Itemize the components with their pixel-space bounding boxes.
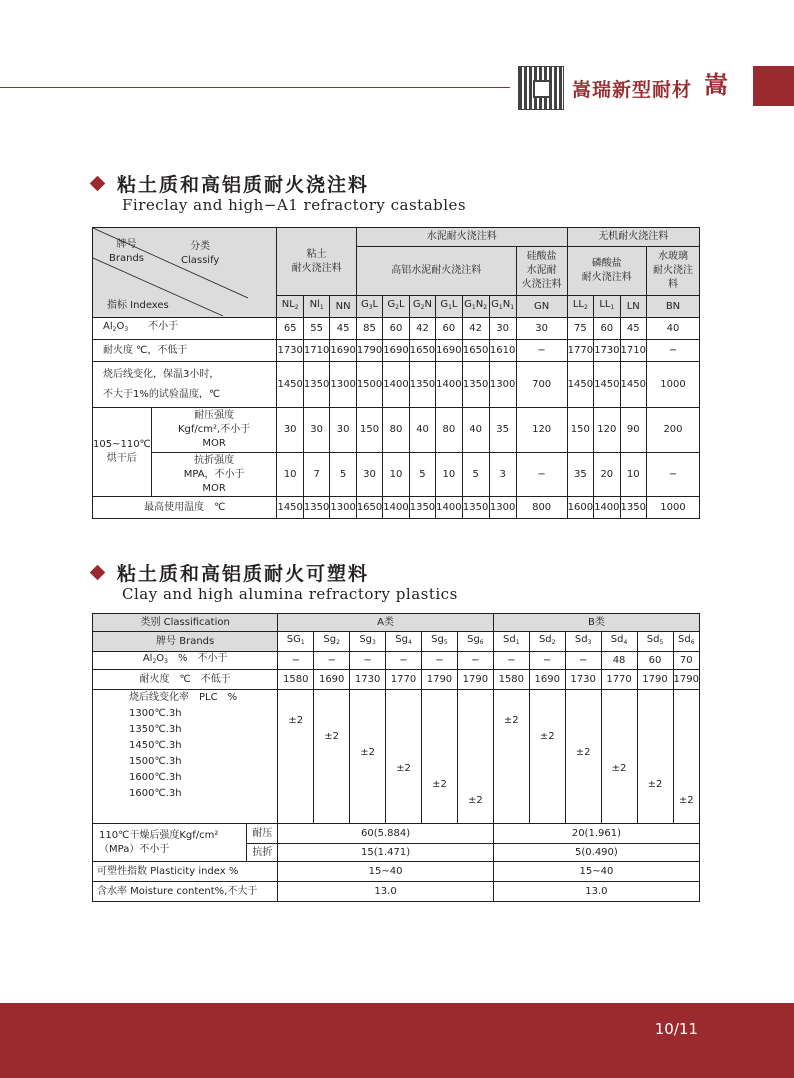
value-cell: 60	[637, 652, 673, 670]
brand-code: $NL_2$	[277, 296, 303, 318]
value-cell: 30	[489, 318, 516, 340]
row-flexural: 抗折强度 MPA，不小于 MOR 10 7 5 30 10 5 10 5 3 − 35 20 10 −	[93, 453, 700, 497]
value-cell: 1690	[529, 670, 565, 690]
value-cell: −	[493, 652, 529, 670]
value-cell: 1400	[436, 497, 462, 519]
value-cell: 30	[277, 408, 303, 453]
value-cell: 1690	[314, 670, 350, 690]
value-cell: 1710	[303, 340, 329, 362]
value-cell: 60	[383, 318, 409, 340]
value-cell: 40	[646, 318, 699, 340]
value-cell: 5	[330, 453, 356, 497]
value-cell: 10	[277, 453, 303, 497]
value-cell: 3	[489, 453, 516, 497]
value-cell: 1770	[386, 670, 422, 690]
shrink-value: ±2	[396, 763, 411, 774]
value-cell: 30	[330, 408, 356, 453]
row-plasticity: 可塑性指数 Plasticity index % 15~40 15~40	[93, 862, 700, 882]
value-cell: 1730	[594, 340, 620, 362]
value-cell: −	[646, 453, 699, 497]
high-al-cement-header: 高铝水泥耐火浇注料	[356, 247, 516, 296]
value-cell: 1450	[567, 362, 593, 408]
value-cell: 55	[303, 318, 329, 340]
brand-code: $G_1N_2$	[462, 296, 489, 318]
value-cell: 10	[383, 453, 409, 497]
header-diagonal-cell: 牌号 Brands 分类 Classify 指标 Indexes	[93, 228, 277, 318]
brand-code: NN	[330, 296, 356, 318]
value-cell: 1730	[565, 670, 601, 690]
value-cell: 30	[356, 453, 382, 497]
shrink-cell	[637, 690, 673, 824]
shrink-cell	[493, 690, 529, 824]
value-cell: 1400	[383, 497, 409, 519]
page-number: 10/11	[654, 1020, 698, 1038]
value-cell: 1730	[350, 670, 386, 690]
row-compressive: 105~110℃ 烘干后 耐压强度 Kgf/cm²,不小于 MOR 30 30 30 150 80 40 80 40 35 120 150 120 90 200	[93, 408, 700, 453]
shrink-cell	[457, 690, 493, 824]
brand-code: $Nl_1$	[303, 296, 329, 318]
value-cell: 1450	[594, 362, 620, 408]
value-cell: 20	[594, 453, 620, 497]
value-cell: 1790	[421, 670, 457, 690]
row-al2o3: $Al_2O_3$ % 不小于 − − − − − − − − − 48 60 70	[93, 652, 700, 670]
value-cell: 700	[516, 362, 567, 408]
shrink-value: ±2	[360, 747, 375, 758]
value-cell: 42	[409, 318, 435, 340]
shrink-cell	[601, 690, 637, 824]
section1-title: 粘土质和高铝质耐火浇注料	[92, 170, 369, 197]
value-cell: 1300	[489, 362, 516, 408]
value-cell: 85	[356, 318, 382, 340]
glass-header: 水玻璃 耐火浇注 料	[646, 247, 699, 296]
value-cell: 1300	[489, 497, 516, 519]
value-cell: 1350	[409, 362, 435, 408]
inorganic-castable-header: 无机耐火浇注料	[567, 228, 699, 247]
row-al2o3: $Al_2O_3$ 不小于 65 55 45 85 60 42 60 42 30 30 75 60 45 40	[93, 318, 700, 340]
silicate-header: 硅酸盐 水泥耐 火浇注料	[516, 247, 567, 296]
value-cell: −	[516, 453, 567, 497]
brand-code: $G_1L$	[436, 296, 462, 318]
value-cell: 5	[409, 453, 435, 497]
value-cell: 1350	[303, 362, 329, 408]
value-cell: 1790	[457, 670, 493, 690]
temp-label: 1350℃.3h	[129, 724, 182, 735]
value-cell: 1350	[620, 497, 646, 519]
diamond-icon	[90, 565, 106, 581]
shrink-value: ±2	[432, 779, 447, 790]
value-cell: 1350	[409, 497, 435, 519]
temp-label: 1600℃.3h	[129, 772, 182, 783]
value-cell: 1000	[646, 362, 699, 408]
row-compressive: 110℃干燥后强度Kgf/cm² （MPa）不小于 耐压 60(5.884) 20(1.961)	[93, 824, 700, 844]
shrink-cell	[386, 690, 422, 824]
value-cell: 120	[516, 408, 567, 453]
castables-table	[92, 227, 700, 519]
row-flexural: 抗折 15(1.471) 5(0.490)	[93, 844, 700, 862]
section2-title: 粘土质和高铝质耐火可塑料	[92, 559, 369, 586]
value-cell: 150	[567, 408, 593, 453]
value-cell: 1690	[436, 340, 462, 362]
brand-code: BN	[646, 296, 699, 318]
value-cell: −	[516, 340, 567, 362]
shrink-value: ±2	[503, 715, 519, 726]
section1-subtitle: Fireclay and high−A1 refractory castables	[122, 196, 467, 214]
value-cell: 1790	[673, 670, 699, 690]
row-shrink: 烧后线变化率 PLC % 1300℃.3h 1350℃.3h 1450℃.3h 1500℃.3h 1600℃.3h 1600℃.3h ±2 ±2 ±2 ±2 ±2 ±2 ±2 ±2 ±2 ±2 ±2 ±2	[93, 690, 700, 824]
value-cell: 60	[594, 318, 620, 340]
brand-code: $G_2L$	[383, 296, 409, 318]
section2-subtitle: Clay and high alumina refractory plastics	[122, 585, 458, 603]
value-cell: 30	[303, 408, 329, 453]
value-cell: 80	[383, 408, 409, 453]
value-cell: 75	[567, 318, 593, 340]
value-cell: 10	[436, 453, 462, 497]
row-refractoriness: 耐火度 ℃ 不低于 1580 1690 1730 1770 1790 1790 1580 1690 1730 1770 1790 1790	[93, 670, 700, 690]
value-cell: 48	[601, 652, 637, 670]
value-cell: 150	[356, 408, 382, 453]
value-cell: 7	[303, 453, 329, 497]
value-cell: −	[314, 652, 350, 670]
classification-header: 类别 Classification	[93, 614, 278, 632]
shrink-value: ±2	[324, 731, 340, 742]
value-cell: 1300	[330, 497, 356, 519]
brand-code: LN	[620, 296, 646, 318]
row-max-temp: 最高使用温度 ℃ 1450 1350 1300 1650 1400 1350 1400 1350 1300 800 1600 1400 1350 1000	[93, 497, 700, 519]
row-shrink: 烧后线变化，保温3小时， 不大于1%的试验温度，℃ 1450 1350 1300 1500 1400 1350 1400 1350 1300 700 1450 1450 1450 1000	[93, 362, 700, 408]
plastics-table: 类别 Classification A类 B类 牌号 Brands $SG_1$ $Sg_2$ $Sg_3$ $Sg_4$ $Sg_5$ $Sg_6$ $Sd_1$ $Sd_2$ $Sd_3$ $Sd_4$ $Sd_5$ $Sd_6$ $Al_2O_3$ % 不小于 − − − − − − − − − 48 60 70 耐火度 ℃ 不低于 1580 1690 1730 1770 1790 1790 1580 1690 1730 1770 1790 1790 烧后线变化率 PLC % 1300℃.3h 1350℃.3h 1450℃.3h 1500℃.3h 1600℃.3h 1600℃.3h ±2 ±2 ±2 ±2 ±2 ±2 ±2 ±2 ±2 ±2 ±2 ±2 110℃干燥后强度Kgf/cm² （MPa）不小于 耐压 60(5.884) 20(1.961) 抗折 15(1.471) 5(0.490) 可塑性指数 Plasticity index % 15~40 15~40 含水率 Moisture content%,不大于 13.0 13.0	[92, 613, 700, 902]
clay-castable-header: 粘土 耐火浇注料	[277, 228, 356, 296]
value-cell: 1350	[303, 497, 329, 519]
shrink-value: ±2	[647, 779, 663, 790]
qr-code-icon	[518, 66, 564, 110]
shrink-value: ±2	[288, 715, 304, 726]
value-cell: 45	[620, 318, 646, 340]
shrink-cell	[673, 690, 699, 824]
brand-code: $G_2N$	[409, 296, 435, 318]
value-cell: −	[278, 652, 314, 670]
value-cell: 1600	[567, 497, 593, 519]
value-cell: −	[646, 340, 699, 362]
brand-code: $G_3L$	[356, 296, 382, 318]
value-cell: 90	[620, 408, 646, 453]
shrink-value: ±2	[678, 795, 694, 806]
brand-code: $LL_1$	[594, 296, 620, 318]
value-cell: 1450	[277, 497, 303, 519]
shrink-value: ±2	[539, 731, 555, 742]
value-cell: 1770	[567, 340, 593, 362]
value-cell: 1730	[277, 340, 303, 362]
value-cell: 40	[409, 408, 435, 453]
shrink-cell	[565, 690, 601, 824]
value-cell: 1690	[330, 340, 356, 362]
brand-header: 牌号 Brands	[93, 632, 278, 652]
value-cell: 1650	[409, 340, 435, 362]
shrink-cell	[529, 690, 565, 824]
value-cell: 5	[462, 453, 489, 497]
value-cell: −	[386, 652, 422, 670]
brand-logo: 嵩	[704, 71, 728, 99]
value-cell: 1400	[594, 497, 620, 519]
temp-label: 1300℃.3h	[129, 708, 182, 719]
value-cell: 1610	[489, 340, 516, 362]
value-cell: −	[421, 652, 457, 670]
shrink-cell	[278, 690, 314, 824]
value-cell: 40	[462, 408, 489, 453]
temp-label: 1500℃.3h	[129, 756, 182, 767]
value-cell: 1650	[462, 340, 489, 362]
value-cell: 42	[462, 318, 489, 340]
value-cell: 70	[673, 652, 699, 670]
value-cell: 1790	[637, 670, 673, 690]
brand-code: GN	[516, 296, 567, 318]
cement-castable-header: 水泥耐火浇注料	[356, 228, 567, 247]
value-cell: 1400	[383, 362, 409, 408]
value-cell: −	[529, 652, 565, 670]
value-cell: 1500	[356, 362, 382, 408]
brand-code: $LL_2$	[567, 296, 593, 318]
value-cell: 200	[646, 408, 699, 453]
value-cell: 65	[277, 318, 303, 340]
diamond-icon	[90, 176, 106, 192]
value-cell: 120	[594, 408, 620, 453]
value-cell: 1690	[383, 340, 409, 362]
row-moisture: 含水率 Moisture content%,不大于 13.0 13.0	[93, 882, 700, 902]
value-cell: −	[350, 652, 386, 670]
value-cell: 800	[516, 497, 567, 519]
shrink-value: ±2	[575, 747, 591, 758]
brand-code: $G_1N_1$	[489, 296, 516, 318]
header-rule	[0, 87, 510, 88]
value-cell: 1300	[330, 362, 356, 408]
value-cell: 1650	[356, 497, 382, 519]
shrink-value: ±2	[611, 763, 627, 774]
row-refractoriness: 耐火度 ℃，不低于 1730 1710 1690 1790 1690 1650 1690 1650 1610 − 1770 1730 1710 −	[93, 340, 700, 362]
value-cell: 1450	[277, 362, 303, 408]
value-cell: 45	[330, 318, 356, 340]
value-cell: 1580	[493, 670, 529, 690]
value-cell: 10	[620, 453, 646, 497]
footer-bar	[0, 1003, 794, 1078]
value-cell: 30	[516, 318, 567, 340]
value-cell: 1790	[356, 340, 382, 362]
value-cell: 1580	[278, 670, 314, 690]
value-cell: −	[457, 652, 493, 670]
value-cell: 1710	[620, 340, 646, 362]
value-cell: 35	[489, 408, 516, 453]
brand-name: 嵩瑞新型耐材	[572, 79, 693, 101]
shrink-cell	[350, 690, 386, 824]
value-cell: 35	[567, 453, 593, 497]
temp-label: 1600℃.3h	[129, 788, 182, 799]
shrink-value: ±2	[467, 795, 483, 806]
value-cell: 60	[436, 318, 462, 340]
value-cell: 80	[436, 408, 462, 453]
value-cell: 1350	[462, 362, 489, 408]
value-cell: −	[565, 652, 601, 670]
class-b-header: B类	[493, 614, 699, 632]
value-cell: 1770	[601, 670, 637, 690]
phosphate-header: 磷酸盐 耐火浇注料	[567, 247, 646, 296]
value-cell: 1450	[620, 362, 646, 408]
value-cell: 1000	[646, 497, 699, 519]
shrink-cell	[314, 690, 350, 824]
shrink-cell	[421, 690, 457, 824]
class-a-header: A类	[278, 614, 494, 632]
temp-label: 1450℃.3h	[129, 740, 182, 751]
header-red-block	[753, 66, 794, 106]
value-cell: 1400	[436, 362, 462, 408]
value-cell: 1350	[462, 497, 489, 519]
